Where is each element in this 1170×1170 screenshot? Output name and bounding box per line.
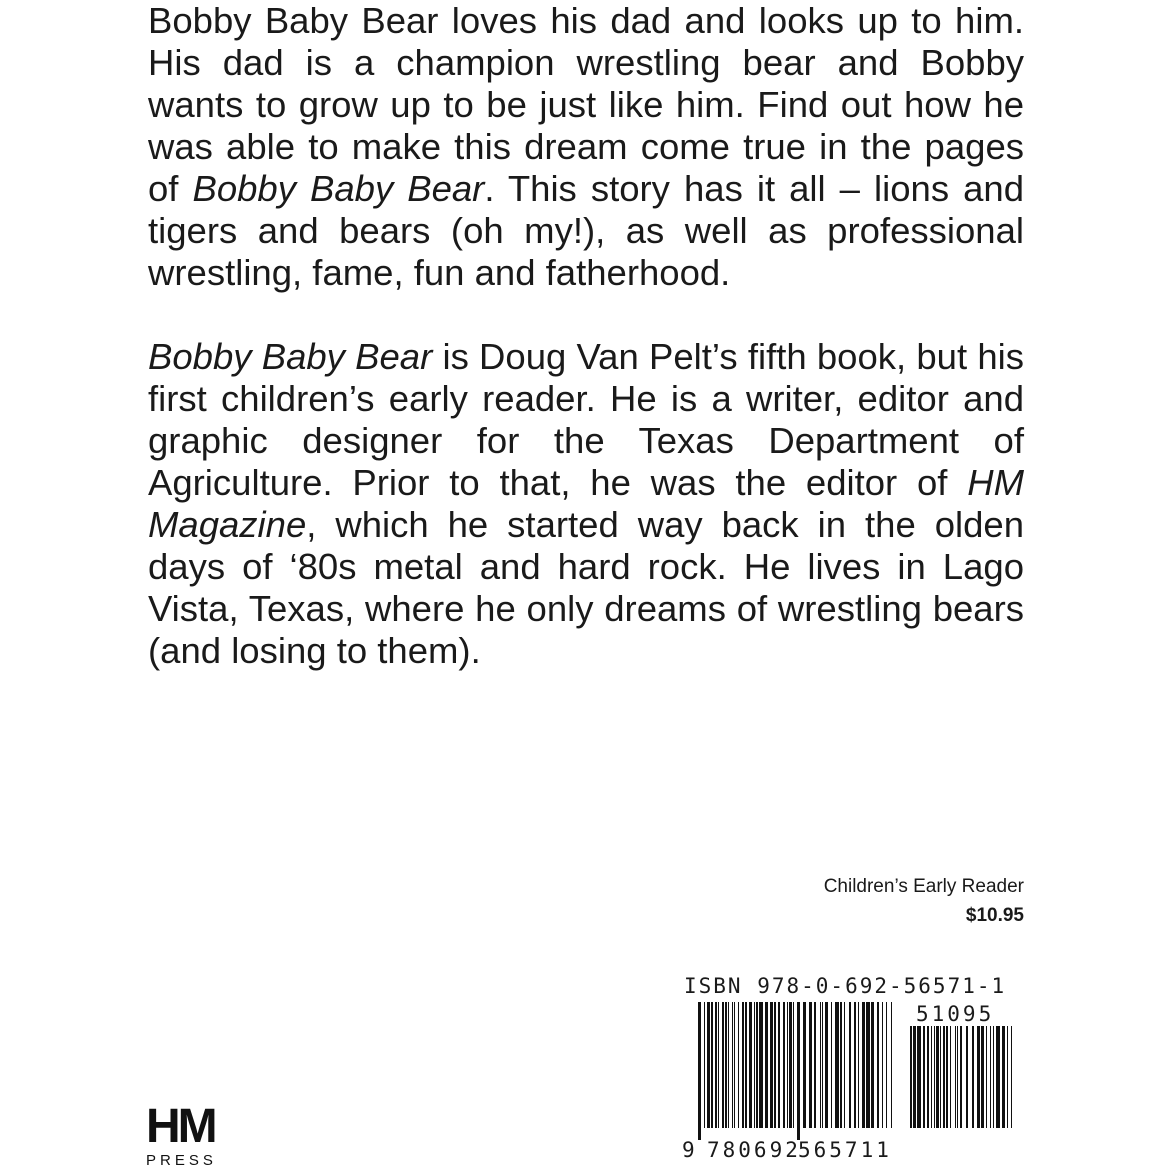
barcode-bar: [707, 1002, 710, 1128]
barcode-bar: [704, 1002, 705, 1128]
barcode-digit-lead: 9: [682, 1138, 695, 1162]
blurb-paragraph-author: [148, 336, 1024, 672]
barcode-bar: [803, 1002, 806, 1128]
barcode-bar: [955, 1026, 956, 1128]
barcode-bar: [765, 1002, 768, 1128]
isbn-text: ISBN 978-0-692-56571-1: [684, 974, 1007, 998]
barcode-bar: [789, 1002, 792, 1128]
magazine-title: HM Magazine: [148, 462, 1024, 545]
price-label: $10.95: [965, 905, 1024, 926]
barcode-bar: [981, 1026, 984, 1128]
barcode-bar: [742, 1002, 744, 1128]
logo-hm-text: HM: [146, 1100, 215, 1153]
barcode-bar: [923, 1026, 925, 1128]
barcode-bar: [844, 1002, 845, 1128]
blurb-text: , which he started way back in the olden days of ‘80s metal and hard rock. He lives in Lago Vista, Texas, where he only dreams of wrestling bears (and losing to them).: [148, 504, 1024, 671]
barcode-bar: [849, 1002, 851, 1128]
barcode-bar: [891, 1002, 892, 1128]
barcode-bar: [728, 1002, 729, 1128]
barcode-bar: [825, 1002, 828, 1128]
barcode-bar: [778, 1002, 780, 1128]
barcode-main: [698, 1002, 896, 1140]
barcode-bar: [990, 1026, 991, 1128]
barcode-bar: [756, 1002, 758, 1128]
barcode-addon: [910, 1026, 1014, 1140]
genre-price-block: [824, 872, 1024, 930]
barcode-bar: [972, 1026, 974, 1128]
barcode-bar: [957, 1026, 958, 1128]
barcode-bar: [722, 1002, 724, 1128]
barcode-bar: [814, 1002, 816, 1128]
barcode-bar: [950, 1026, 951, 1128]
book-title: Bobby Baby Bear: [192, 168, 485, 209]
barcode-bar: [759, 1002, 763, 1128]
genre-label: Children’s Early Reader: [823, 876, 1024, 897]
barcode-bar: [871, 1002, 874, 1128]
barcode-bar: [698, 1002, 701, 1140]
barcode-bar: [996, 1026, 1000, 1128]
blurb-text: Bobby Baby Bear loves his dad and looks up to him. His dad is a champion wrestling bear and Bobby wants to grow up to be just like him. Find out how he was able to make this dream come true in the pages of: [148, 0, 1024, 209]
barcode-bar: [840, 1002, 842, 1128]
barcode-bar: [770, 1002, 773, 1128]
barcode-bar: [725, 1002, 727, 1128]
barcode-bar: [734, 1002, 735, 1128]
barcode-bar: [917, 1026, 921, 1128]
barcode-bar: [1007, 1026, 1008, 1128]
barcode-bar: [711, 1002, 713, 1128]
barcode-bar: [715, 1002, 717, 1128]
barcode-bar: [877, 1002, 879, 1128]
barcode-bar: [831, 1002, 832, 1128]
barcode-bar: [797, 1002, 800, 1140]
barcode-addon-digits: 51095: [916, 1002, 995, 1026]
barcode-bar: [886, 1002, 887, 1128]
barcode-bar: [858, 1002, 859, 1128]
barcode-digits-right: 565711: [798, 1138, 892, 1162]
barcode-bar: [820, 1002, 821, 1128]
barcode-bar: [882, 1002, 883, 1128]
barcode-bar: [835, 1002, 839, 1128]
barcode-bar: [783, 1002, 785, 1128]
barcode-bar: [977, 1026, 980, 1128]
barcode-bar: [718, 1002, 719, 1128]
barcode-bar: [966, 1026, 968, 1128]
barcode-bar: [809, 1002, 812, 1128]
barcode-bar: [793, 1002, 794, 1128]
barcode-bar: [1002, 1026, 1005, 1128]
barcode-bar: [822, 1002, 823, 1128]
barcode-bar: [993, 1026, 994, 1128]
publisher-logo: [146, 1100, 226, 1169]
barcode-bar: [934, 1026, 935, 1128]
barcode-bar: [931, 1026, 932, 1128]
barcode-bar: [866, 1002, 870, 1128]
barcode-bar: [774, 1002, 776, 1128]
barcode-bar: [749, 1002, 752, 1128]
logo-press-text: PRESS: [146, 1152, 217, 1169]
barcode-bar: [854, 1002, 856, 1128]
barcode-bar: [732, 1002, 733, 1128]
barcode-bar: [927, 1026, 929, 1128]
barcode-bar: [754, 1002, 755, 1128]
barcode-bar: [940, 1026, 941, 1128]
barcode-bar: [910, 1026, 912, 1128]
barcode-digits-left: 780692: [707, 1138, 801, 1162]
barcode-bar: [738, 1002, 739, 1128]
blurb-text: . This story has it all – lions and tigers and bears (oh my!), as well as professional wrestling, fame, fun and fatherhood.: [148, 168, 1024, 293]
barcode-bar: [943, 1026, 945, 1128]
book-title: Bobby Baby Bear: [148, 336, 433, 377]
barcode-bar: [960, 1026, 962, 1128]
barcode-bar: [745, 1002, 747, 1128]
blurb-paragraph-story: [148, 0, 1024, 294]
barcode-bar: [787, 1002, 788, 1128]
blurb-text: is Doug Van Pelt’s fifth book, but his first children’s early reader. He is a writer, editor and graphic designer for the Texas Department of Agriculture. Prior to that, he was the editor of: [148, 336, 1025, 503]
barcode-bar: [862, 1002, 865, 1128]
barcode-bar: [913, 1026, 916, 1128]
barcode-bar: [1011, 1026, 1012, 1128]
barcode-bar: [936, 1026, 939, 1128]
barcode-bar: [946, 1026, 948, 1128]
barcode-bar: [986, 1026, 987, 1128]
